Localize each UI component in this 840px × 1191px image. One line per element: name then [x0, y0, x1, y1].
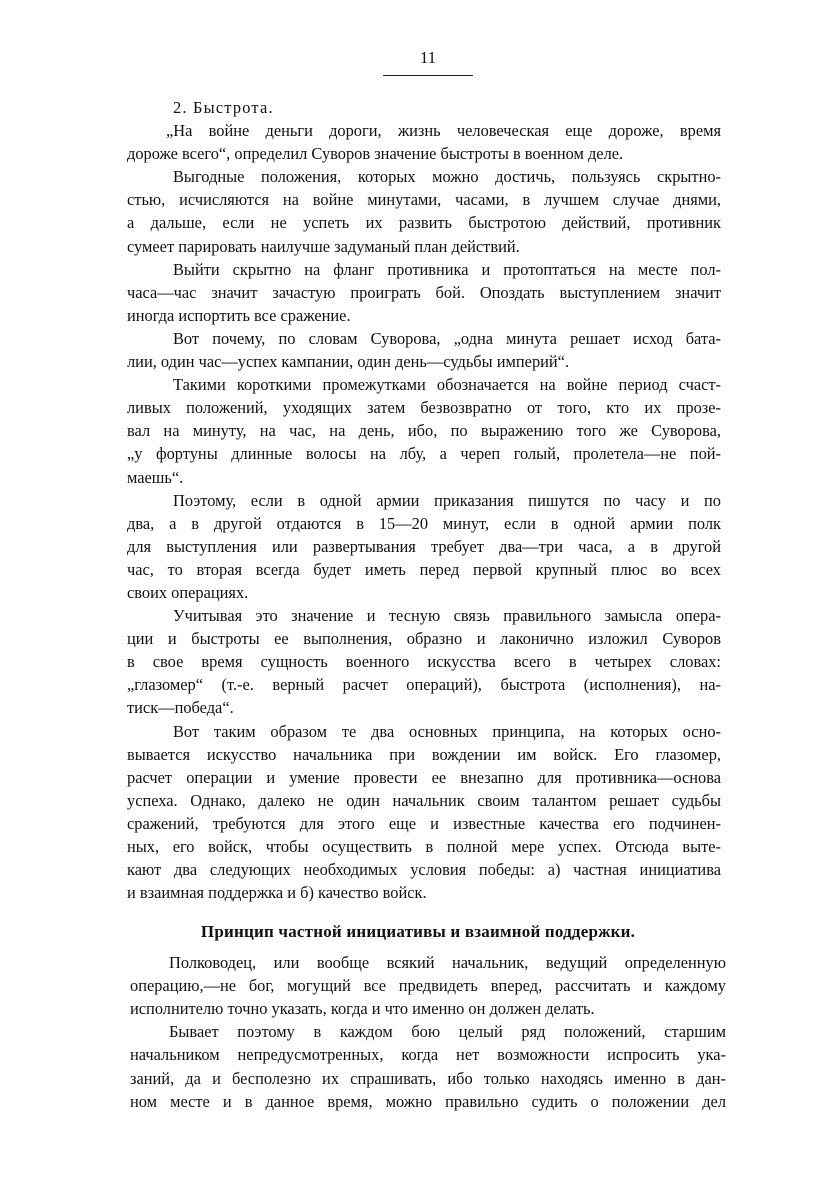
text-line: Такими короткими промежутками обозначается на войне период счаст-	[173, 375, 721, 395]
text-line: вывается искусство начальника при вождении им войск. Его глазомер,	[127, 744, 721, 764]
text-line: два, а в другой отдаются в 15—20 минут, если в одной армии полк	[127, 513, 721, 533]
page-number: 11	[419, 48, 437, 67]
text-line: Бывает поэтому в каждом бою целый ряд положений, старшим	[169, 1022, 726, 1042]
text-line: „На войне деньги дороги, жизнь человеческая еще дороже, время	[166, 121, 721, 141]
subsection-heading: Принцип частной инициативы и взаимной поддержки.	[200, 922, 636, 941]
text-line: заний, да и бесполезно их спрашивать, ибо только находясь именно в дан-	[130, 1068, 726, 1088]
text-line: в свое время сущность военного искусства всего в четырех словах:	[127, 652, 721, 672]
text-line: тиск—победа“.	[127, 698, 234, 718]
page-number-rule	[383, 75, 473, 76]
text-line: сумеет парировать наилучше задуманый план действий.	[127, 236, 520, 256]
text-line: дороже всего“, определил Суворов значение быстроты в военном деле.	[127, 144, 624, 164]
text-line: сражений, требуются для этого еще и известные качества его подчинен-	[127, 813, 721, 833]
text-line: кают два следующих необходимых условия победы: а) частная инициатива	[127, 860, 721, 880]
text-line: Выйти скрытно на фланг противника и протоптаться на месте пол-	[173, 259, 721, 279]
section-heading: 2. Быстрота.	[173, 98, 274, 117]
text-line: Вот почему, по словам Суворова, „одна минута решает исход бата-	[173, 328, 721, 348]
text-line: успеха. Однако, далеко не один начальник своим талантом решает судьбы	[127, 790, 721, 810]
text-line: иногда испортить все сражение.	[127, 305, 351, 325]
text-line: ных, его войск, чтобы осуществить в полной мере успех. Отсюда выте-	[127, 837, 721, 856]
text-line: вал на минуту, на час, на день, ибо, по выражению того же Суворова,	[127, 421, 721, 441]
text-line: Выгодные положения, которых можно достичь, пользуясь скрытно-	[173, 167, 721, 187]
text-line: стью, исчисляются на войне минутами, часами, в лучшем случае днями,	[127, 190, 721, 210]
text-line: Учитывая это значение и тесную связь правильного замысла опера-	[173, 606, 721, 626]
text-line: „глазомер“ (т.-е. верный расчет операций), быстрота (исполнения), на-	[127, 675, 721, 695]
text-line: „у фортуны длинные волосы на лбу, а череп голый, пролетела—не пой-	[127, 444, 721, 464]
text-line: Полководец, или вообще всякий начальник, ведущий определенную	[169, 953, 726, 973]
text-line: час, то вторая всегда будет иметь перед первой крупный плюс во всех	[127, 559, 721, 579]
text-line: ции и быстроты ее выполнения, образно и лаконично изложил Суворов	[127, 629, 721, 649]
text-line: начальником непредусмотренных, когда нет возможности испросить ука-	[130, 1045, 726, 1065]
text-line: операцию,—не бог, могущий все предвидеть вперед, рассчитать и каждому	[130, 976, 726, 996]
text-line: часа—час значит зачастую проиграть бой. Опоздать выступлением значит	[127, 282, 721, 302]
text-line: ном месте и в данное время, можно правильно судить о положении дел	[130, 1091, 726, 1111]
text-line: своих операциях.	[127, 582, 249, 602]
text-line: а дальше, если не успеть их развить быстротою действий, противник	[127, 213, 721, 233]
text-line: Поэтому, если в одной армии приказания пишутся по часу и по	[173, 490, 721, 510]
text-line: для выступления или развертывания требует два—три часа, а в другой	[127, 536, 721, 556]
text-line: и взаимная поддержка и б) качество войск.	[127, 883, 427, 903]
text-line: Вот таким образом те два основных принципа, на которых осно-	[173, 721, 721, 741]
text-line: ливых положений, уходящих затем безвозвратно от того, кто их прозе-	[127, 398, 721, 418]
text-line: лии, один час—успех кампании, один день—судьбы империй“.	[127, 352, 570, 372]
section-speed	[127, 96, 721, 904]
text-line: исполнителю точно указать, когда и что именно он должен делать.	[130, 999, 595, 1019]
subsection-initiative	[130, 920, 726, 1113]
text-line: расчет операции и умение провести ее внезапно для противника—основа	[127, 767, 721, 787]
text-line: маешь“.	[127, 467, 184, 487]
